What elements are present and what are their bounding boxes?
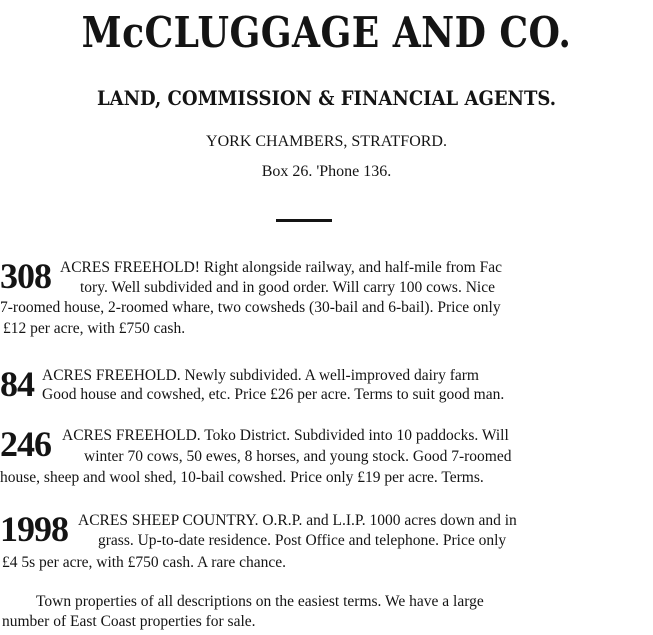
listing-text-line: £4 5s per acre, with £750 cash. A rare chance. (2, 554, 287, 571)
listing-text-line: 7-roomed house, 2-roomed whare, two cowsheds (30-bail and 6-bail). Price only (0, 299, 501, 316)
listing-acreage: 246 (0, 424, 51, 464)
listing-text-line: house, sheep and wool shed, 10-bail cowshed. Price only £19 per acre. Terms. (0, 469, 484, 486)
footer-text-line: Town properties of all descriptions on the easiest terms. We have a large (36, 593, 484, 610)
listing-text-line: ACRES SHEEP COUNTRY. O.R.P. and L.I.P. 1000 acres down and in (78, 512, 517, 529)
office-address: YORK CHAMBERS, STRATFORD. (206, 133, 447, 150)
listing-text-line: £12 per acre, with £750 cash. (3, 320, 186, 337)
listing-text-line: grass. Up-to-date residence. Post Office and telephone. Price only (98, 532, 507, 549)
listing-text-line: ACRES FREEHOLD! Right alongside railway, and half-mile from Fac (60, 259, 502, 276)
section-divider (276, 219, 332, 222)
listing-acreage: 308 (0, 256, 51, 296)
listing-text-line: tory. Well subdivided and in good order. Will carry 100 cows. Nice (80, 279, 495, 296)
listing-text-line: ACRES FREEHOLD. Toko District. Subdivided into 10 paddocks. Will (62, 427, 509, 444)
listing-text-line: ACRES FREEHOLD. Newly subdivided. A well-improved dairy farm (42, 367, 479, 384)
footer-text-line: number of East Coast properties for sale. (2, 613, 256, 630)
listing-text-line: Good house and cowshed, etc. Price £26 per acre. Terms to suit good man. (42, 386, 505, 403)
listing-acreage: 1998 (0, 509, 68, 549)
business-description: LAND, COMMISSION & FINANCIAL AGENTS. (96, 86, 557, 110)
company-name: McCLUGGAGE AND CO. (81, 8, 572, 57)
contact-details: Box 26. 'Phone 136. (261, 163, 392, 180)
listing-acreage: 84 (0, 364, 34, 404)
listing-text-line: winter 70 cows, 50 ewes, 8 horses, and young stock. Good 7-roomed (84, 448, 512, 465)
